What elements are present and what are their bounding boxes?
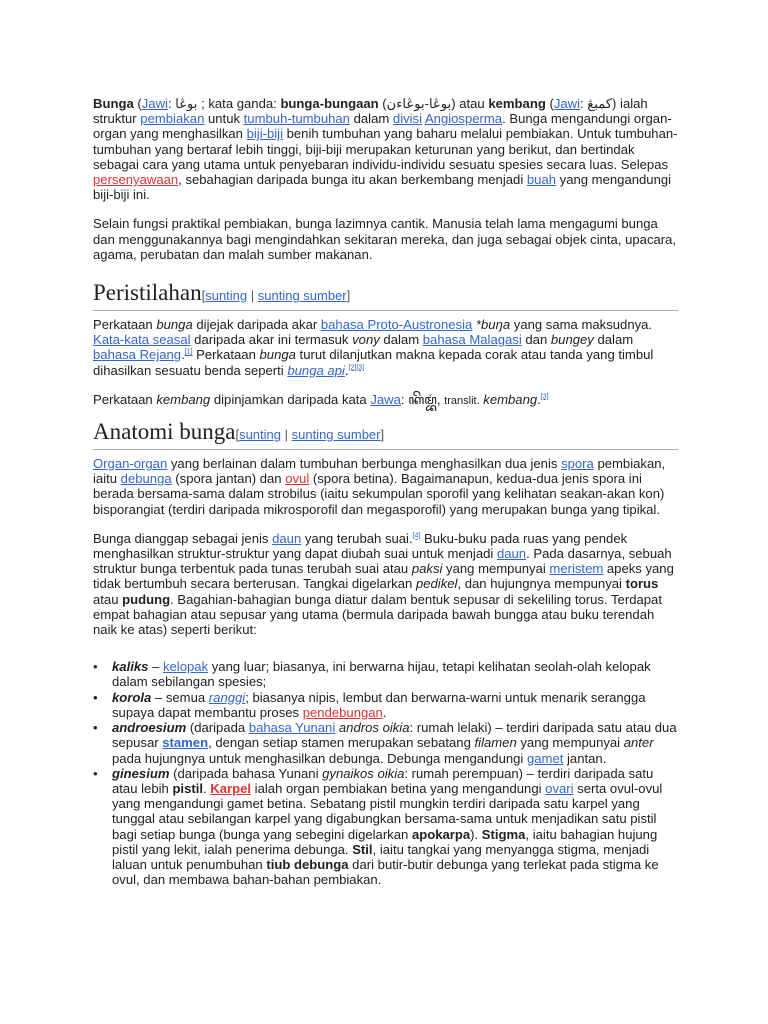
wiki-link[interactable]: divisi [392,111,423,127]
text-run: dari butir-butir debunga yang terlekat pada stigma ke ovul, dan membawa bahan-bahan pembiakan. [112,856,659,888]
article-body [93,96,678,887]
text-run: dalam [593,332,634,348]
text-run: – [148,659,163,675]
text-run: ). [470,826,482,842]
text-run: bunga [259,347,296,363]
text-run: androesium [112,720,187,736]
wiki-link[interactable]: bahasa Proto-Austronesia [320,317,473,333]
list-item-korola [112,690,678,720]
text-run: yang terubah suai. [301,530,413,546]
text-run: , dengan setiap stamen merupakan sebatang [208,735,475,751]
text-run: Buku-buku pada ruas yang pendek menghasilkan struktur-struktur yang dapat diubah suai untuk menjadi [93,530,628,562]
text-run: turut dilanjutkan makna kepada corak atau tanda yang timbul dihasilkan sesuatu benda seperti [93,347,654,378]
text-run: . [537,391,541,407]
text-run: untuk [204,111,244,127]
wiki-link[interactable]: biji-biji [246,126,283,142]
wiki-link[interactable]: Angiosperma [424,111,503,127]
text-run: . Bunga mengandungi organ-organ yang menghasilkan [93,111,672,142]
text-run: yang mempunyai [442,561,550,577]
wiki-link[interactable]: bahasa Malagasi [422,332,522,348]
reference-link[interactable]: [3] [540,393,549,401]
peristilahan-paragraph-1 [93,317,678,378]
text-run: pistil [172,780,203,796]
section-heading-peristilahan [93,280,678,311]
wiki-link[interactable]: gamet [526,750,564,766]
wiki-link[interactable]: bunga api [287,362,345,378]
list-item-androesium [112,720,678,766]
text-run: filamen [474,735,517,751]
text-run: ; biasanya nipis, lembut dan berwarna-warni untuk menarik serangga supaya dapat membantu proses [112,689,646,720]
wiki-link[interactable]: Jawi [141,96,168,111]
reference-link[interactable]: [1] [184,349,193,357]
text-run: pembiakan, iaitu [93,456,666,487]
edit-links: [sunting | sunting sumber] [235,427,385,443]
text-run: yang mempunyai [516,735,624,751]
wiki-link[interactable]: ranggi [208,689,246,705]
text-run: translit. [444,394,480,407]
text-run: andros oikia [338,720,410,736]
wiki-link[interactable]: Jawa [370,391,401,407]
text-run: Stil [352,841,373,857]
text-run: paksi [411,561,443,577]
section-heading-anatomi [93,419,678,450]
text-run: . [382,704,387,720]
wiki-link[interactable]: buah [526,172,557,188]
text-run: bunga [156,317,193,333]
text-run: yang luar; biasanya, ini berwarna hijau, tetapi kelihatan seolah-olah kelopak dalam sebilangan spesies; [112,659,651,690]
wiki-link[interactable]: kelopak [162,659,209,675]
text-run: , sebahagian daripada bunga itu akan berkembang menjadi [178,172,527,188]
flower-parts-list [93,659,678,887]
red-link[interactable]: ovul [285,471,310,487]
wiki-link[interactable]: Kata-kata seasal [93,332,191,348]
text-run: apokarpa [411,826,471,842]
anatomi-paragraph-2 [93,531,678,637]
text-run: Perkataan [93,391,157,407]
section-title: Anatomi bunga [93,419,236,445]
text-run: kembang [488,96,546,111]
edit-source-link[interactable]: sunting sumber [291,427,381,443]
red-link[interactable]: Karpel [210,780,252,796]
text-run: yang mengandungi biji-biji ini. [93,172,672,203]
text-run: , dan hujungnya mempunyai [457,576,626,592]
text-run: Perkataan [192,347,260,363]
peristilahan-paragraph-2 [93,392,678,409]
text-run: : كمبڠ) ialah struktur [93,96,648,127]
text-run: bunga-bungaan [280,96,379,111]
text-run: *buŋa [475,317,511,333]
text-run: , iaitu tangkai yang menyangga stigma, menjadi laluan untuk penumbuhan [112,841,650,872]
text-run: anter [623,735,654,751]
text-run: pedikel [415,576,458,592]
text-run: Selain fungsi praktikal pembiakan, bunga lazimnya cantik. Manusia telah lama mengagumi bunga dan menggunakannya bagi mengindahkan sekitaran mereka, dan juga sebagai objek cinta, upacara, agama, perubatan dan malah sumber makanan. [93,216,677,262]
anatomi-paragraph-1 [93,456,678,517]
text-run: dalam [349,111,393,127]
text-run: ialah organ pembiakan betina yang mengandungi [251,780,546,796]
text-run: jantan. [563,750,607,766]
red-link[interactable]: pendebungan [302,704,383,720]
text-run: . Bagahian-bahagian bunga diatur dalam bentuk sepusar di sekeliling torus. Terdapat empat bahagian atau sepusar yang utama (bermula daripada bawah bungga atau buku terendah naik ke atas) seperti berikut: [93,591,662,638]
text-run: apeks yang tidak bertumbuh secara berterusan. Tangkai digelarkan [93,561,674,592]
section-title: Peristilahan [93,280,202,306]
list-item-kaliks [112,659,678,689]
list-item-ginesium [112,766,678,888]
wiki-link[interactable]: bahasa Rejang [93,347,182,363]
text-run: Stigma [481,826,526,842]
wiki-link[interactable]: debunga [120,471,172,487]
text-run: . Pada dasarnya, sebuah struktur bunga terbentuk pada tunas terubah suai atau [93,546,672,577]
wiki-link[interactable]: daun [272,530,302,546]
edit-link[interactable]: sunting [205,288,248,304]
wiki-link[interactable]: spora [561,456,594,472]
intro-paragraph-2 [93,216,678,262]
text-run: dipinjamkan daripada kata [210,391,371,407]
text-run: serta ovul-ovul yang mengandungi gamet betina. Sebatang pistil mungkin terdiri daripada satu karpel yang tunggal atau sebilangan karpel yang digabungkan bersama-sama untuk menjadikan satu pistil bagi setiap bunga (bunga yang sebegini digelarkan [112,780,663,842]
text-run: Bunga dianggap sebagai jenis [93,530,273,546]
text-run: – semua [151,689,209,705]
text-run: torus [625,576,659,592]
edit-source-link[interactable]: sunting sumber [257,288,347,304]
text-run: dijejak daripada akar [192,317,321,333]
text-run: dan [521,332,551,348]
wiki-link[interactable]: daun [496,546,527,562]
text-run: : rumah perempuan) – terdiri daripada satu atau lebih [112,765,654,796]
text-run: atau [93,591,123,607]
edit-link[interactable]: sunting [239,427,281,443]
text-run: (daripada bahasa Yunani [169,765,323,781]
wiki-link[interactable]: pembiakan [140,111,205,127]
wiki-link[interactable]: Jawi [553,96,581,111]
red-link[interactable]: persenyawaan [93,172,179,188]
text-run: yang sama maksudnya. [510,317,653,333]
intro-paragraph-1 [93,96,678,202]
text-run: ginesium [112,765,170,781]
text-run: (spora jantan) dan [171,471,286,487]
text-run: tiub debunga [266,856,349,872]
text-run: kembang [483,391,538,407]
text-run: . [181,347,185,363]
text-run: dalam [379,332,423,348]
text-run: . [203,780,211,796]
text-run: Bunga [93,96,134,111]
text-run: : rumah lelaki) – terdiri daripada satu atau dua sepusar [112,720,677,751]
text-run: . [344,362,349,378]
text-run: kembang [156,391,211,407]
wiki-link[interactable]: bahasa Yunani [248,720,336,736]
text-run: korola [112,689,152,705]
reference-link[interactable]: [2][3] [348,364,365,372]
reference-link[interactable]: [4] [412,532,421,540]
wiki-link[interactable]: Organ-organ [93,456,168,472]
text-run: (daripada [186,720,249,736]
text-run: ( [133,96,142,111]
wiki-link[interactable]: ovari [545,780,574,796]
text-run: vony [352,332,380,348]
text-run: pudung [122,591,171,607]
text-run: gynaikos oikia [322,765,405,781]
text-run: (spora betina). Bagaimanapun, kedua-dua jenis spora ini berada bersama-sama dalam strobilus (iaitu sekumpulan sporofil yang kelihatan seakan-akan kon) bisporangiat (terdiri daripada mikrosporofil dan megasporofil) yang merupakan bunga yang tipikal. [93,471,665,517]
text-run: benih tumbuhan yang baharu melalui pembiakan. Untuk tumbuhan-tumbuhan yang bertaraf lebih tinggi, biji-biji merupakan keturunan yang berikut, dan bertindak sebagai cara yang utama untuk penyebaran individu-individu sesuatu spesies secara luas. Selepas [93,126,678,172]
text-run: (بوڠا-بوڠاءن) atau [378,96,489,111]
text-run: ( [545,96,554,111]
text-run: pada hujungnya untuk menghasilkan debunga. Debunga mengandungi [112,750,527,766]
text-run: bungey [550,332,594,348]
wiki-link[interactable]: tumbuh-tumbuhan [243,111,350,127]
text-run: : ꦏꦼꦩ꧀ꦧꦁ, [400,391,445,407]
text-run: : بوڠا ; kata ganda: [167,96,281,111]
text-run: Perkataan [93,317,157,333]
wiki-link[interactable]: stamen [162,735,209,751]
text-run: kaliks [112,659,149,675]
wiki-link[interactable]: meristem [549,561,604,577]
edit-links: [sunting | sunting sumber] [201,288,351,304]
text-run: yang berlainan dalam tumbuhan berbunga menghasilkan dua jenis [167,456,562,472]
text-run: daripada akar ini termasuk [190,332,353,348]
text-run: , iaitu bahagian hujung pistil yang lekit, ialah penerima debunga. [112,826,658,857]
